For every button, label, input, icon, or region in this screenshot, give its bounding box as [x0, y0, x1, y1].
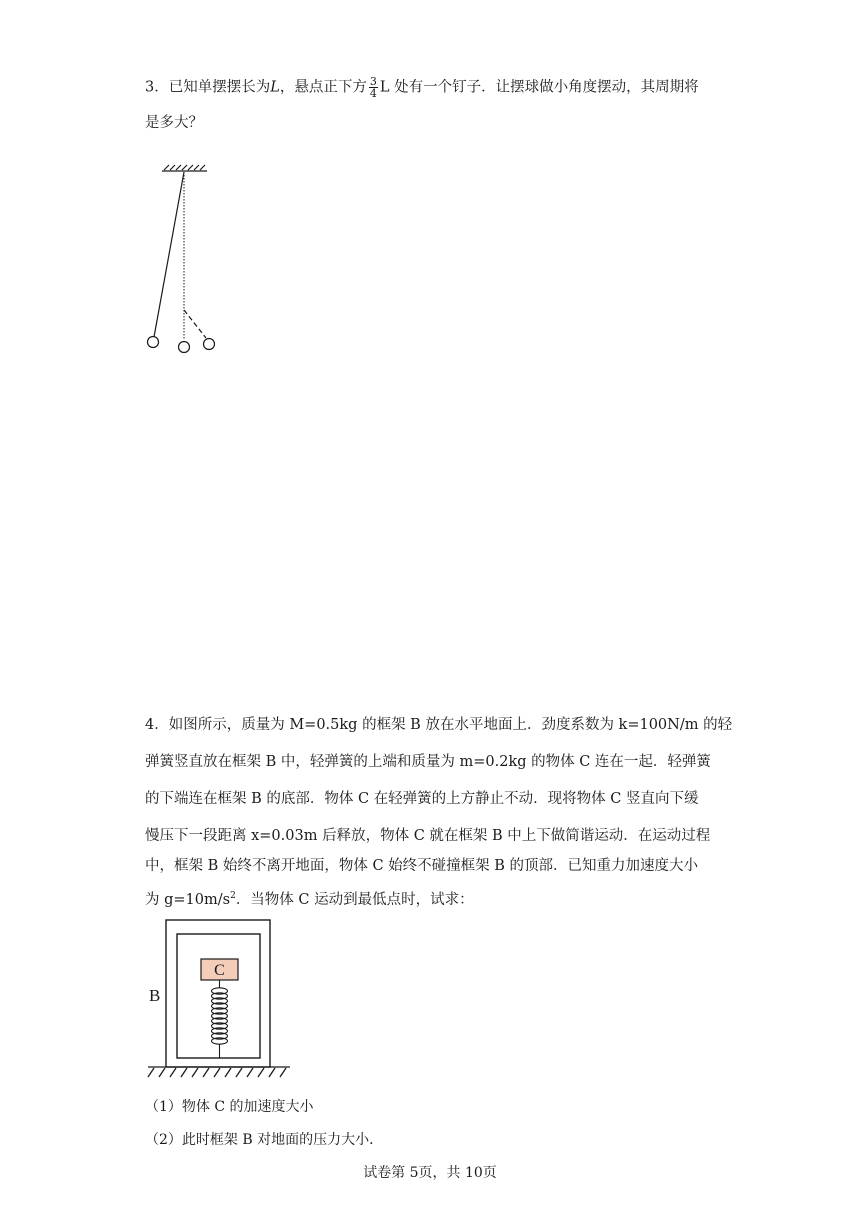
- pendulum-bob-right: [204, 339, 215, 350]
- pendulum-bob-left: [148, 337, 159, 348]
- ceiling-hatch: [162, 165, 207, 171]
- page-footer: 试卷第 5页，共 10页: [363, 1165, 497, 1181]
- q3-length-symbol: L: [270, 79, 280, 96]
- ground-hatch: [148, 1067, 290, 1077]
- q3-fraction: [369, 76, 378, 99]
- frame-b-label: B: [149, 986, 161, 1005]
- q3-text-a: 3．已知单摆摆长为: [145, 79, 271, 96]
- q3-text-c: L 处有一个钉子．让摆球做小角度摆动，其周期将: [379, 79, 699, 96]
- block-c-label: C: [214, 962, 225, 979]
- q4-subquestion-2: （2）此时框架 B 对地面的压力大小．: [145, 1132, 384, 1148]
- q4-line-1: 4．如图所示，质量为 M=0.5kg 的框架 B 放在水平地面上．劲度系数为 k=100N/m 的轻: [145, 717, 733, 733]
- pendulum-string-left: [154, 172, 184, 337]
- q4-line-3: 的下端连在框架 B 的底部．物体 C 在轻弹簧的上方静止不动．现将物体 C 竖直向下缓: [145, 791, 699, 807]
- q4-line-6-text-a: 为 g=10m/s: [145, 891, 231, 908]
- q3-line-1: [145, 76, 699, 99]
- spring-frame-figure: [140, 915, 310, 1085]
- q4-line-2: 弹簧竖直放在框架 B 中，轻弹簧的上端和质量为 m=0.2kg 的物体 C 连在一起．轻弹簧: [145, 754, 711, 770]
- pendulum-figure: [140, 160, 230, 360]
- fraction-numerator: 3: [369, 75, 377, 88]
- q4-line-5: 中，框架 B 始终不离开地面，物体 C 始终不碰撞框架 B 的顶部．已知重力加速度大小: [145, 858, 699, 874]
- pendulum-bob-center: [179, 342, 190, 353]
- q4-line-6-text-b: ．当物体 C 运动到最低点时，试求：: [235, 891, 474, 908]
- q3-line-2: 是多大？: [145, 115, 203, 131]
- q4-subquestion-1: （1）物体 C 的加速度大小: [145, 1099, 314, 1115]
- pendulum-string-nail-segment: [184, 310, 206, 338]
- q4-superscript: 2: [230, 891, 236, 901]
- q4-line-4: 慢压下一段距离 x=0.03m 后释放，物体 C 就在框架 B 中上下做简谐运动．在运动过程: [145, 828, 711, 844]
- q3-text-b: ，悬点正下方: [279, 79, 367, 96]
- fraction-denominator: 4: [369, 87, 377, 100]
- q4-line-6: [145, 886, 474, 910]
